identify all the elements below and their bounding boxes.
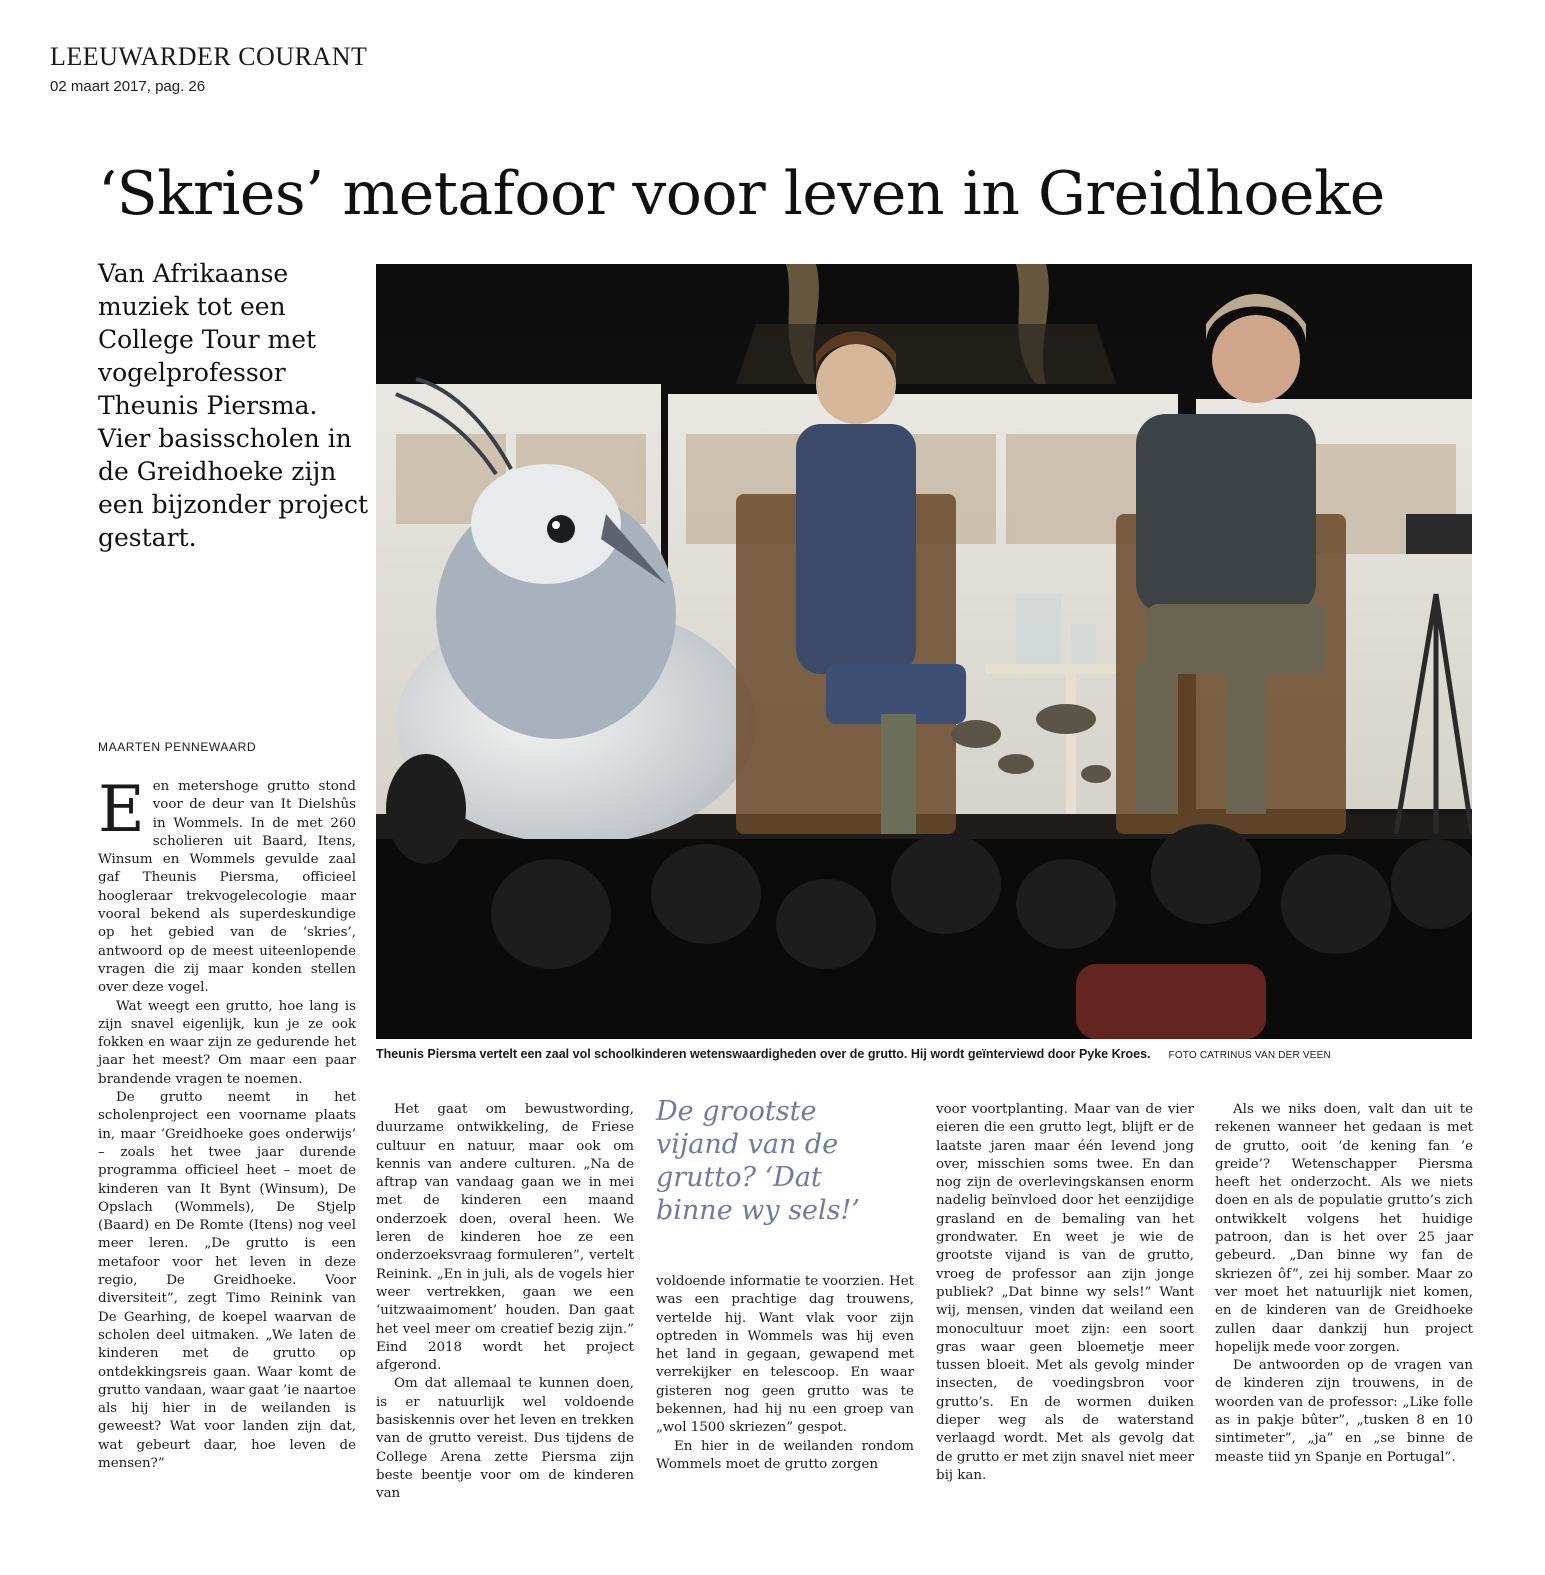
- article-column-1: [98, 773, 356, 1473]
- article-photo: [376, 264, 1472, 1039]
- article-column-5: [1215, 1101, 1473, 1467]
- lead-text: Van Afrikaanse muziek tot een College Tour met vogelprofessor Theunis Piersma. Vier basisscholen in de Greidhoeke zijn een bijzonder project gestart.: [98, 259, 369, 552]
- dropcap: E: [98, 773, 145, 847]
- publication-date: 02 maart 2017, pag. 26: [50, 78, 206, 95]
- photo-caption: [376, 1047, 1476, 1061]
- masthead: LEEUWARDER COURANT: [50, 42, 368, 71]
- paragraph-10: De antwoorden op de vragen van de kinderen zijn trouwens, in de woorden van de professor: „Like folle as in pakje bûter”, „tusken 8 en 10 sintimeter”, „ja” en „se binne de measte tiid yn Spanje en Portugal”.: [1215, 1358, 1473, 1465]
- pull-quote: De grootste vijand van de grutto? ‘Dat binne wy sels!’: [656, 1096, 860, 1226]
- headline: ‘Skries’ metafoor voor leven in Greidhoeke: [98, 159, 1385, 229]
- paragraph-3: De grutto neemt in het scholenproject een voorname plaats in, maar ‘Greidhoeke goes onderwijs’ – zoals het twee jaar durende programma officieel heet – moet de kinderen van It Bynt (Winsum), De Opslach (Wommels), De Stjelp (Baard) en De Romte (Itens) nog veel meer leren. „De grutto is een metafoor voor het leven in deze regio, De Greidhoeke. Voor diversiteit”, zegt Timo Reinink van De Gearhing, de koepel waarvan de scholen deel uitmaken. „We laten de kinderen met de grutto op ontdekkingsreis gaan. Waar komt de grutto vandaan, waar gaat ’ie naartoe als hij hier in de weilanden is geweest? Wat voor landen zijn dat, wat gebeurt daar, hoe leven de mensen?”: [98, 1090, 356, 1471]
- paragraph-2: Wat weegt een grutto, hoe lang is zijn snavel eigenlijk, kun je ze ook fokken en waar zijn ze gedurende het jaar het meest? Om maar een paar brandende vragen te noemen.: [98, 998, 356, 1087]
- byline: MAARTEN PENNEWAARD: [98, 740, 257, 754]
- paragraph-9: Als we niks doen, valt dan uit te rekenen wanneer het gedaan is met de grutto, ooit ‘de kening fan ’e greide’? Wetenschapper Piersma heeft het onderzocht. Als we niets doen en als de populatie grutto’s zich ontwikkelt volgens het huidige patroon, dan is het over 25 jaar gebeurd. „Dan binne wy fan de skriezen ôf”, zei hij somber. Maar zo ver moet het natuurlijk niet komen, en de kinderen van de Greidhoeke zullen daar dankzij hun project hopelijk mede voor zorgen.: [1215, 1102, 1473, 1355]
- article-column-3: [656, 1273, 914, 1474]
- article-column-4: [936, 1101, 1194, 1485]
- paragraph-4: Het gaat om bewustwording, duurzame ontwikkeling, de Friese cultuur en natuur, maar ook om kennis van andere culturen. „Na de aftrap van vandaag gaan we in mei met de kinderen een maand onderzoek doen, overal heen. We leren de kinderen hoe ze een onderzoeksvraag formuleren”, vertelt Reinink. „En in juli, als de vogels hier weer vertrekken, gaan we een ‘uitzwaaimoment’ houden. Dan gaat het veel meer om creatief bezig zijn.” Eind 2018 wordt het project afgerond.: [376, 1102, 634, 1374]
- photo-credit: FOTO CATRINUS VAN DER VEEN: [1168, 1050, 1331, 1061]
- article-column-2: [376, 1101, 634, 1504]
- paragraph-6: voldoende informatie te voorzien. Het was een prachtige dag trouwens, vertelde hij. Want vlak voor zijn optreden in Wommels was hij even het land in gegaan, gewapend met verrekijker en telescoop. En waar gisteren nog geen grutto was te bekennen, had hij nu een groep van „wol 1500 skriezen” gespot.: [656, 1274, 914, 1436]
- paragraph-1-text: en metershoge grutto stond voor de deur van It Dielshûs in Wommels. In de met 260 scholieren uit Baard, Itens, Winsum en Wommels gevulde zaal gaf Theunis Piersma, officieel hoogleraar trekvogelecologie maar vooral bekend als superdeskundige op het gebied van de ‘skries’, antwoord op de meest uiteenlopende vragen die zij maar konden stellen over deze vogel.: [98, 779, 356, 996]
- caption-text: Theunis Piersma vertelt een zaal vol schoolkinderen wetenswaardigheden over de grutto. Hij wordt geïnterviewd door Pyke Kroes.: [376, 1047, 1151, 1061]
- paragraph-1: [98, 773, 356, 998]
- paragraph-8: voor voortplanting. Maar van de vier eieren die een grutto legt, blijft er de laatste jaren maar één levend jong over, misschien soms twee. En dan nog zijn de overlevingskansen enorm nadelig beïnvloed door het eenzijdige grasland en de bemaling van het grondwater. En weet je wie de grootste vijand is van de grutto, vroeg de professor aan zijn jonge publiek? „Dat binne wy sels!” Want wij, mensen, vinden dat weiland een monocultuur moet zijn: een soort gras waar geen bloemetje meer tussen bloeit. Met als gevolg minder insecten, de voedingsbron voor grutto’s. En de wormen duiken dieper weg als de waterstand verlaagd wordt. Met als gevolg dat de grutto er met zijn snavel niet meer bij kan.: [936, 1102, 1194, 1483]
- paragraph-5: Om dat allemaal te kunnen doen, is er natuurlijk wel voldoende basiskennis over het leven en trekken van de grutto vereist. Dus tijdens de College Arena zette Piersma zijn beste beentje voor om de kinderen van: [376, 1376, 634, 1502]
- paragraph-7: En hier in de weilanden rondom Wommels moet de grutto zorgen: [656, 1438, 914, 1472]
